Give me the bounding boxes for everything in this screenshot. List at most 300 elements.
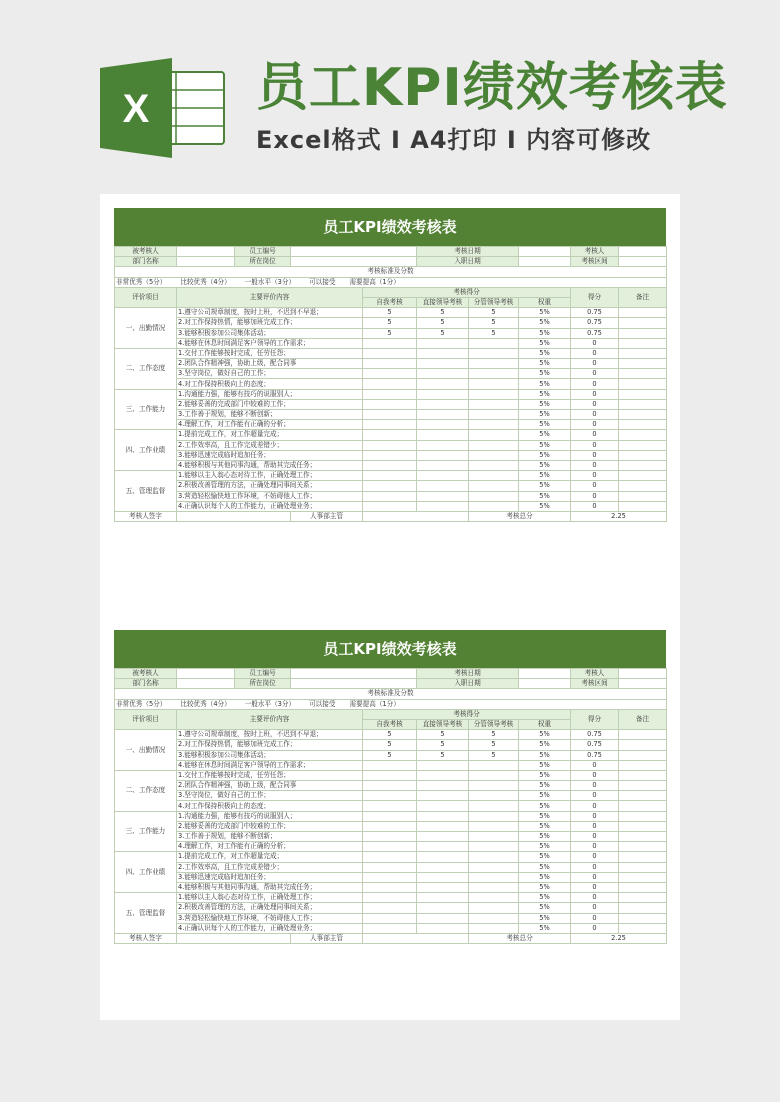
note-cell[interactable] (619, 893, 667, 903)
note-cell[interactable] (619, 399, 667, 409)
standard-item: 需要提高（1分） (349, 277, 400, 286)
period-field[interactable] (619, 679, 667, 689)
division-score-cell[interactable] (469, 893, 519, 903)
weight-cell: 5% (519, 501, 571, 511)
score-cell: 0 (571, 923, 619, 933)
category-name: 四、工作业绩 (115, 852, 177, 893)
self-score-cell[interactable] (363, 852, 417, 862)
kpi-table (114, 246, 667, 522)
division-score-cell[interactable] (469, 379, 519, 389)
weight-cell: 5% (519, 842, 571, 852)
score-cell: 0 (571, 893, 619, 903)
note-cell[interactable] (619, 750, 667, 760)
division-score-cell[interactable] (469, 852, 519, 862)
division-score-cell[interactable] (469, 791, 519, 801)
self-score-cell[interactable] (363, 440, 417, 450)
note-cell[interactable] (619, 832, 667, 842)
label-period: 考核区间 (571, 679, 619, 689)
score-cell: 0 (571, 821, 619, 831)
score-cell: 0 (571, 460, 619, 470)
criteria-text: 2.能够妥善的完成部门中较难的工作； (177, 399, 363, 409)
direct-score-cell[interactable] (417, 923, 469, 933)
note-cell[interactable] (619, 430, 667, 440)
note-cell[interactable] (619, 791, 667, 801)
table-row (115, 369, 667, 379)
note-cell[interactable] (619, 501, 667, 511)
total-score: 2.25 (571, 511, 667, 521)
examiner-field[interactable] (619, 247, 667, 257)
division-score-cell[interactable] (469, 862, 519, 872)
note-cell[interactable] (619, 348, 667, 358)
table-row (115, 399, 667, 409)
criteria-text: 4.能够在休息时间满足客户领导的工作需求； (177, 760, 363, 770)
self-score-cell[interactable]: 5 (363, 740, 417, 750)
direct-score-cell[interactable]: 5 (417, 308, 469, 318)
self-score-cell[interactable]: 5 (363, 730, 417, 740)
weight-cell: 5% (519, 410, 571, 420)
criteria-text: 2.能够妥善的完成部门中较难的工作； (177, 821, 363, 831)
score-cell: 0 (571, 410, 619, 420)
score-cell: 0 (571, 399, 619, 409)
self-score-cell[interactable]: 5 (363, 318, 417, 328)
kpi-table (114, 668, 667, 944)
weight-cell: 5% (519, 730, 571, 740)
weight-cell: 5% (519, 770, 571, 780)
table-row (115, 882, 667, 892)
note-cell[interactable] (619, 369, 667, 379)
table-row (115, 791, 667, 801)
note-cell[interactable] (619, 811, 667, 821)
examinee-field[interactable] (177, 247, 235, 257)
self-score-cell[interactable] (363, 811, 417, 821)
col-content: 主要评价内容 (177, 709, 363, 729)
note-cell[interactable] (619, 862, 667, 872)
table-row (115, 821, 667, 831)
table-row (115, 811, 667, 821)
standard-title: 考核标准及分数 (115, 689, 667, 699)
score-cell: 0 (571, 338, 619, 348)
division-score-cell[interactable] (469, 882, 519, 892)
weight-cell: 5% (519, 369, 571, 379)
total-label: 考核总分 (469, 933, 571, 943)
direct-score-cell[interactable] (417, 852, 469, 862)
division-score-cell[interactable] (469, 842, 519, 852)
label-date: 考核日期 (417, 669, 519, 679)
division-score-cell[interactable] (469, 460, 519, 470)
period-field[interactable] (619, 257, 667, 267)
direct-score-cell[interactable]: 5 (417, 750, 469, 760)
table-row (115, 770, 667, 780)
division-score-cell[interactable]: 5 (469, 328, 519, 338)
excel-logo-icon (100, 58, 230, 158)
col-direct: 直接领导考核 (417, 297, 469, 307)
note-cell[interactable] (619, 440, 667, 450)
score-cell: 0 (571, 760, 619, 770)
division-score-cell[interactable] (469, 811, 519, 821)
score-cell: 0 (571, 379, 619, 389)
note-cell[interactable] (619, 460, 667, 470)
direct-score-cell[interactable] (417, 913, 469, 923)
self-score-cell[interactable] (363, 872, 417, 882)
col-note: 备注 (619, 287, 667, 307)
self-score-cell[interactable] (363, 913, 417, 923)
note-cell[interactable] (619, 471, 667, 481)
self-score-cell[interactable] (363, 801, 417, 811)
criteria-text: 4.对工作保持积极向上的态度； (177, 379, 363, 389)
table-row (115, 730, 667, 740)
self-score-cell[interactable] (363, 420, 417, 430)
note-cell[interactable] (619, 328, 667, 338)
criteria-text: 1.遵守公司规章制度，按时上班，不迟到不早退； (177, 730, 363, 740)
division-score-cell[interactable] (469, 760, 519, 770)
criteria-text: 1.交付工作能够按时完成，任劳任怨； (177, 348, 363, 358)
direct-score-cell[interactable] (417, 481, 469, 491)
standard-item: 需要提高（1分） (349, 699, 400, 708)
division-score-cell[interactable]: 5 (469, 750, 519, 760)
category-name: 三、工作能力 (115, 389, 177, 430)
criteria-text: 2.团队合作精神强，协助上级，配合同事 (177, 359, 363, 369)
category-name: 二、工作态度 (115, 348, 177, 389)
division-score-cell[interactable]: 5 (469, 308, 519, 318)
self-score-cell[interactable] (363, 893, 417, 903)
table-row (115, 389, 667, 399)
direct-score-cell[interactable] (417, 348, 469, 358)
score-cell: 0 (571, 471, 619, 481)
self-score-cell[interactable]: 5 (363, 750, 417, 760)
direct-score-cell[interactable] (417, 781, 469, 791)
weight-cell: 5% (519, 760, 571, 770)
note-cell[interactable] (619, 882, 667, 892)
note-cell[interactable] (619, 318, 667, 328)
division-score-cell[interactable] (469, 471, 519, 481)
direct-score-cell[interactable] (417, 440, 469, 450)
direct-score-cell[interactable]: 5 (417, 318, 469, 328)
weight-cell: 5% (519, 348, 571, 358)
self-score-cell[interactable] (363, 481, 417, 491)
standard-item: 比较优秀（4分） (180, 277, 231, 286)
direct-score-cell[interactable] (417, 801, 469, 811)
direct-score-cell[interactable] (417, 791, 469, 801)
weight-cell: 5% (519, 740, 571, 750)
note-cell[interactable] (619, 379, 667, 389)
note-cell[interactable] (619, 913, 667, 923)
criteria-text: 4.能够积极与其他同事沟通，帮助其完成任务； (177, 460, 363, 470)
dept-field[interactable] (177, 257, 235, 267)
weight-cell: 5% (519, 379, 571, 389)
col-score-group: 考核得分 (363, 287, 571, 297)
direct-score-cell[interactable] (417, 811, 469, 821)
direct-score-cell[interactable] (417, 430, 469, 440)
score-cell: 0 (571, 862, 619, 872)
division-score-cell[interactable] (469, 501, 519, 511)
note-cell[interactable] (619, 389, 667, 399)
direct-score-cell[interactable] (417, 450, 469, 460)
division-score-cell[interactable] (469, 348, 519, 358)
emp-no-field[interactable] (291, 669, 417, 679)
join-date-field[interactable] (519, 257, 571, 267)
table-row (115, 420, 667, 430)
standards-row (116, 278, 665, 287)
table-row (115, 471, 667, 481)
table-row (115, 760, 667, 770)
note-cell[interactable] (619, 872, 667, 882)
sign-field[interactable] (177, 933, 291, 943)
table-row (115, 903, 667, 913)
table-row (115, 481, 667, 491)
note-cell[interactable] (619, 821, 667, 831)
division-score-cell[interactable] (469, 440, 519, 450)
self-score-cell[interactable] (363, 760, 417, 770)
note-cell[interactable] (619, 842, 667, 852)
self-score-cell[interactable] (363, 842, 417, 852)
table-row (115, 862, 667, 872)
score-cell: 0.75 (571, 318, 619, 328)
weight-cell: 5% (519, 481, 571, 491)
label-dept: 部门名称 (115, 679, 177, 689)
hr-field[interactable] (363, 511, 469, 521)
direct-score-cell[interactable] (417, 471, 469, 481)
sheet-title: 员工KPI绩效考核表 (114, 208, 666, 246)
weight-cell: 5% (519, 399, 571, 409)
direct-score-cell[interactable] (417, 882, 469, 892)
direct-score-cell[interactable] (417, 501, 469, 511)
division-score-cell[interactable] (469, 430, 519, 440)
division-score-cell[interactable] (469, 832, 519, 842)
score-cell: 0 (571, 348, 619, 358)
standard-item: 一般水平（3分） (244, 277, 296, 286)
score-cell: 0 (571, 440, 619, 450)
direct-score-cell[interactable] (417, 399, 469, 409)
self-score-cell[interactable] (363, 770, 417, 780)
division-score-cell[interactable] (469, 389, 519, 399)
note-cell[interactable] (619, 801, 667, 811)
direct-score-cell[interactable] (417, 420, 469, 430)
division-score-cell[interactable] (469, 923, 519, 933)
label-position: 所在岗位 (235, 257, 291, 267)
direct-score-cell[interactable] (417, 338, 469, 348)
direct-score-cell[interactable] (417, 389, 469, 399)
position-field[interactable] (291, 679, 417, 689)
col-note: 备注 (619, 709, 667, 729)
division-score-cell[interactable] (469, 801, 519, 811)
direct-score-cell[interactable]: 5 (417, 740, 469, 750)
self-score-cell[interactable] (363, 862, 417, 872)
division-score-cell[interactable] (469, 781, 519, 791)
sign-field[interactable] (177, 511, 291, 521)
weight-cell: 5% (519, 872, 571, 882)
division-score-cell[interactable] (469, 359, 519, 369)
self-score-cell[interactable] (363, 460, 417, 470)
division-score-cell[interactable] (469, 913, 519, 923)
criteria-text: 1.能够以主人翁心态对待工作，正确处理工作； (177, 471, 363, 481)
self-score-cell[interactable]: 5 (363, 308, 417, 318)
category-name: 一、出勤情况 (115, 308, 177, 349)
note-cell[interactable] (619, 730, 667, 740)
col-division: 分管领导考核 (469, 719, 519, 729)
self-score-cell[interactable] (363, 348, 417, 358)
self-score-cell[interactable] (363, 450, 417, 460)
note-cell[interactable] (619, 781, 667, 791)
note-cell[interactable] (619, 491, 667, 501)
direct-score-cell[interactable] (417, 410, 469, 420)
division-score-cell[interactable] (469, 903, 519, 913)
direct-score-cell[interactable] (417, 832, 469, 842)
page-subtitle: Excel格式 I A4打印 I 内容可修改 (256, 126, 652, 154)
criteria-text: 1.交付工作能够按时完成，任劳任怨； (177, 770, 363, 780)
hr-field[interactable] (363, 933, 469, 943)
note-cell[interactable] (619, 740, 667, 750)
note-cell[interactable] (619, 450, 667, 460)
self-score-cell[interactable] (363, 501, 417, 511)
self-score-cell[interactable] (363, 359, 417, 369)
score-cell: 0 (571, 770, 619, 780)
weight-cell: 5% (519, 430, 571, 440)
direct-score-cell[interactable] (417, 903, 469, 913)
weight-cell: 5% (519, 750, 571, 760)
score-cell: 0.75 (571, 730, 619, 740)
standard-item: 可以接受 (309, 277, 336, 286)
self-score-cell[interactable] (363, 389, 417, 399)
self-score-cell[interactable] (363, 882, 417, 892)
label-emp-no: 员工编号 (235, 247, 291, 257)
score-cell: 0 (571, 882, 619, 892)
self-score-cell[interactable] (363, 399, 417, 409)
direct-score-cell[interactable]: 5 (417, 328, 469, 338)
date-field[interactable] (519, 669, 571, 679)
label-examiner: 考核人 (571, 247, 619, 257)
division-score-cell[interactable] (469, 420, 519, 430)
position-field[interactable] (291, 257, 417, 267)
direct-score-cell[interactable] (417, 760, 469, 770)
table-row (115, 328, 667, 338)
note-cell[interactable] (619, 308, 667, 318)
division-score-cell[interactable]: 5 (469, 740, 519, 750)
criteria-text: 4.能够积极与其他同事沟通，帮助其完成任务； (177, 882, 363, 892)
direct-score-cell[interactable] (417, 862, 469, 872)
direct-score-cell[interactable] (417, 770, 469, 780)
self-score-cell[interactable] (363, 781, 417, 791)
col-self: 自我考核 (363, 719, 417, 729)
direct-score-cell[interactable]: 5 (417, 730, 469, 740)
division-score-cell[interactable] (469, 399, 519, 409)
division-score-cell[interactable] (469, 770, 519, 780)
col-item: 评价项目 (115, 709, 177, 729)
note-cell[interactable] (619, 410, 667, 420)
note-cell[interactable] (619, 852, 667, 862)
self-score-cell[interactable] (363, 821, 417, 831)
label-examiner: 考核人 (571, 669, 619, 679)
weight-cell: 5% (519, 791, 571, 801)
score-cell: 0.75 (571, 750, 619, 760)
weight-cell: 5% (519, 882, 571, 892)
direct-score-cell[interactable] (417, 821, 469, 831)
standard-item: 可以接受 (309, 699, 336, 708)
date-field[interactable] (519, 247, 571, 257)
weight-cell: 5% (519, 359, 571, 369)
self-score-cell[interactable] (363, 832, 417, 842)
standard-title: 考核标准及分数 (115, 267, 667, 277)
self-score-cell[interactable] (363, 923, 417, 933)
table-row (115, 348, 667, 358)
examiner-field[interactable] (619, 669, 667, 679)
self-score-cell[interactable]: 5 (363, 328, 417, 338)
direct-score-cell[interactable] (417, 872, 469, 882)
table-row (115, 430, 667, 440)
division-score-cell[interactable] (469, 450, 519, 460)
direct-score-cell[interactable] (417, 491, 469, 501)
table-row (115, 801, 667, 811)
self-score-cell[interactable] (363, 491, 417, 501)
self-score-cell[interactable] (363, 471, 417, 481)
hr-label: 人事部主管 (291, 933, 363, 943)
total-score: 2.25 (571, 933, 667, 943)
self-score-cell[interactable] (363, 369, 417, 379)
self-score-cell[interactable] (363, 903, 417, 913)
kpi-sheet (114, 630, 666, 944)
criteria-text: 2.团队合作精神强，协助上级，配合同事 (177, 781, 363, 791)
division-score-cell[interactable] (469, 369, 519, 379)
criteria-text: 1.提前完成工作，对工作超量完成； (177, 430, 363, 440)
direct-score-cell[interactable] (417, 359, 469, 369)
direct-score-cell[interactable] (417, 369, 469, 379)
note-cell[interactable] (619, 923, 667, 933)
criteria-text: 4.理解工作，对工作能有正确的分析； (177, 842, 363, 852)
self-score-cell[interactable] (363, 338, 417, 348)
note-cell[interactable] (619, 903, 667, 913)
division-score-cell[interactable] (469, 491, 519, 501)
note-cell[interactable] (619, 760, 667, 770)
note-cell[interactable] (619, 420, 667, 430)
score-cell: 0 (571, 913, 619, 923)
division-score-cell[interactable] (469, 410, 519, 420)
weight-cell: 5% (519, 328, 571, 338)
self-score-cell[interactable] (363, 791, 417, 801)
score-cell: 0 (571, 791, 619, 801)
table-row (115, 338, 667, 348)
criteria-text: 4.正确认识每个人的工作能力，正确处理业务； (177, 501, 363, 511)
label-join-date: 入职日期 (417, 679, 519, 689)
direct-score-cell[interactable] (417, 893, 469, 903)
examinee-field[interactable] (177, 669, 235, 679)
note-cell[interactable] (619, 770, 667, 780)
sheet-title: 员工KPI绩效考核表 (114, 630, 666, 668)
self-score-cell[interactable] (363, 379, 417, 389)
table-row (115, 842, 667, 852)
division-score-cell[interactable]: 5 (469, 318, 519, 328)
self-score-cell[interactable] (363, 430, 417, 440)
note-cell[interactable] (619, 481, 667, 491)
division-score-cell[interactable]: 5 (469, 730, 519, 740)
criteria-text: 3.能够积极参加公司集体活动； (177, 750, 363, 760)
division-score-cell[interactable] (469, 872, 519, 882)
join-date-field[interactable] (519, 679, 571, 689)
weight-cell: 5% (519, 389, 571, 399)
dept-field[interactable] (177, 679, 235, 689)
label-join-date: 入职日期 (417, 257, 519, 267)
direct-score-cell[interactable] (417, 379, 469, 389)
note-cell[interactable] (619, 359, 667, 369)
direct-score-cell[interactable] (417, 842, 469, 852)
direct-score-cell[interactable] (417, 460, 469, 470)
division-score-cell[interactable] (469, 821, 519, 831)
division-score-cell[interactable] (469, 338, 519, 348)
weight-cell: 5% (519, 471, 571, 481)
self-score-cell[interactable] (363, 410, 417, 420)
emp-no-field[interactable] (291, 247, 417, 257)
svg-text:X: X (122, 87, 150, 131)
division-score-cell[interactable] (469, 481, 519, 491)
note-cell[interactable] (619, 338, 667, 348)
